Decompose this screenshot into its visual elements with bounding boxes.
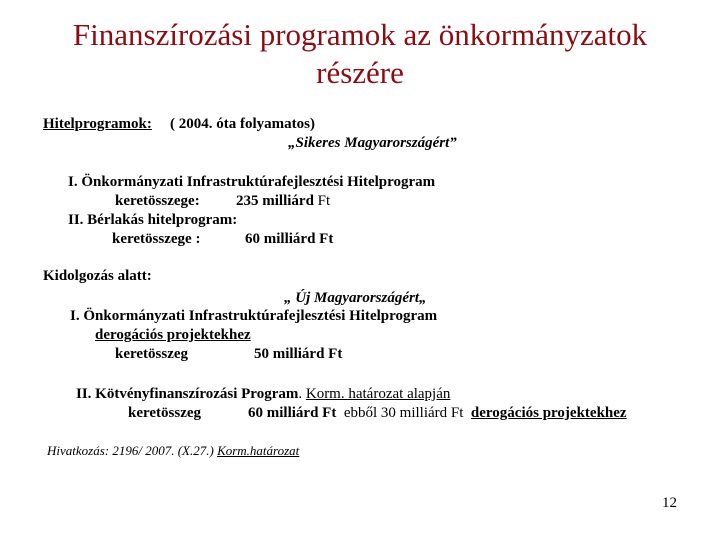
program-4-amount-line — [248, 404, 627, 422]
program-3-subtitle: derogációs projektekhez — [95, 327, 251, 343]
program-1-amount-value: 235 milliárd — [236, 193, 314, 209]
program-1-frame-label: keretösszege: — [115, 193, 200, 209]
section2-heading: Kidolgozás alatt: — [43, 268, 152, 284]
reference-link[interactable]: Korm.határozat — [217, 443, 300, 458]
program-2-frame-label: keretösszege : — [112, 231, 201, 247]
program-3-frame-label: keretösszeg — [115, 346, 189, 362]
section1-period: ( 2004. óta folyamatos) — [170, 116, 315, 132]
program-4-amount: 60 milliárd Ft — [248, 405, 337, 421]
reference-line — [47, 442, 299, 460]
program-1-amount-unit: Ft — [317, 193, 331, 209]
program-3-title: I. Önkormányzati Infrastruktúrafejlesztési Hitelprogram — [70, 308, 438, 324]
program-4-title — [76, 385, 450, 403]
program-1-amount — [236, 192, 330, 210]
program-4-target: derogációs projektekhez — [470, 405, 627, 421]
section2-slogan: „ Új Magyarországért„ — [284, 290, 427, 306]
program-4-title-dot: . — [298, 386, 303, 402]
program-4-basis: Korm. határozat alapján — [305, 386, 451, 402]
page-title-line-1: Finanszírozási programok az önkormányzatok — [72, 17, 648, 52]
program-2-amount: 60 milliárd Ft — [245, 231, 334, 247]
section1-heading: Hitelprogramok: — [43, 116, 152, 132]
page-title — [0, 16, 720, 92]
page-title-line-2: részére — [316, 55, 404, 90]
program-4-frame-label: keretösszeg — [128, 405, 202, 421]
program-4-title-text: II. Kötvényfinanszírozási Program — [76, 386, 299, 402]
program-1-title: I. Önkormányzati Infrastruktúrafejlesztési Hitelprogram — [68, 174, 436, 190]
program-2-title: II. Bérlakás hitelprogram: — [68, 212, 238, 228]
program-3-amount: 50 milliárd Ft — [254, 346, 343, 362]
section1-slogan: „Sikeres Magyarországért” — [288, 135, 457, 151]
reference-prefix: Hivatkozás: 2196/ 2007. (X.27.) — [47, 443, 214, 458]
page-number: 12 — [662, 495, 677, 511]
program-4-of-which: ebből 30 milliárd Ft — [343, 405, 464, 421]
